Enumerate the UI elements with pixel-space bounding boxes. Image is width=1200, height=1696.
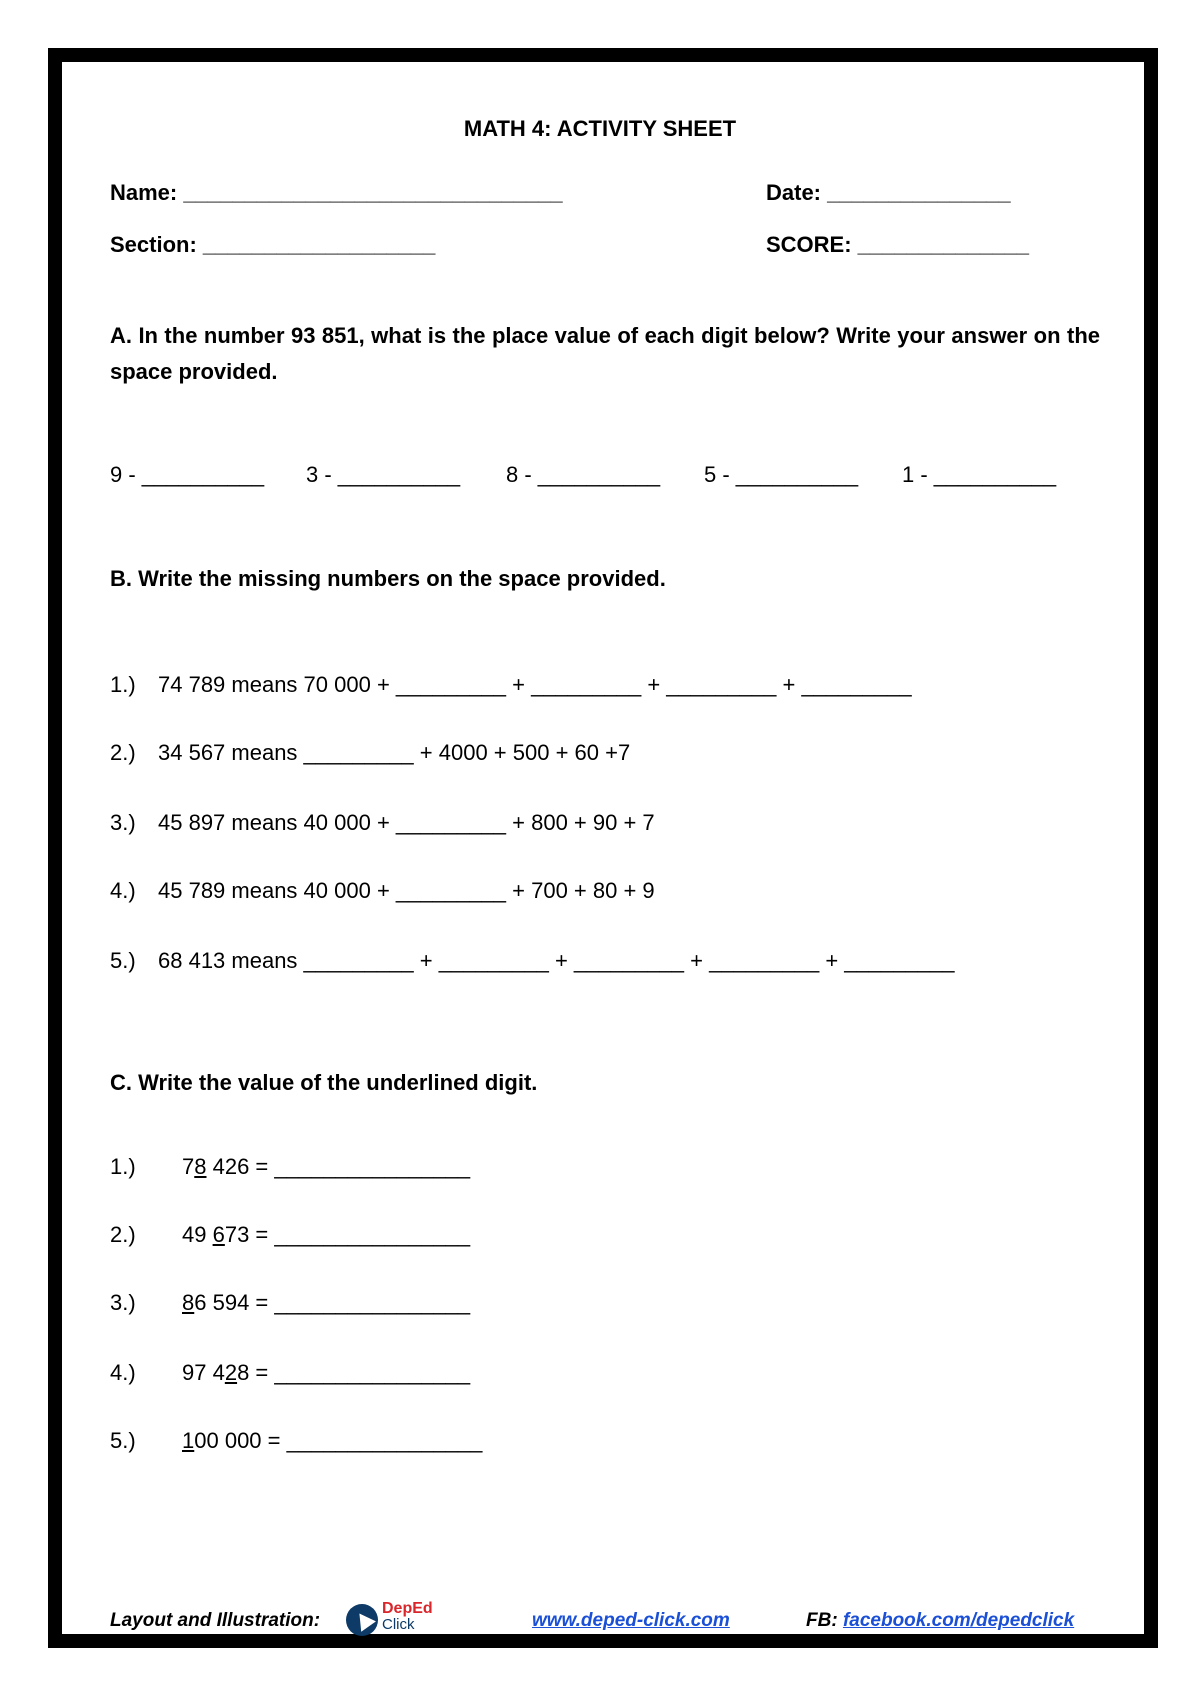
facebook-link[interactable]: facebook.com/depedclick <box>842 1610 1075 1631</box>
section-c-num-2: 2.) <box>110 1222 136 1247</box>
logo-text-bottom: Click <box>382 1616 415 1633</box>
section-c-item-4: 97 428 = ________________ <box>182 1360 471 1385</box>
underlined-digit: 8 <box>182 1290 195 1315</box>
section-b-num-3: 3.) <box>110 810 136 835</box>
score-field: SCORE: ______________ <box>766 232 1029 257</box>
section-b-num-5: 5.) <box>110 948 136 973</box>
section-b-num-1: 1.) <box>110 672 136 697</box>
cursor-icon <box>346 1604 378 1636</box>
section-a-answer-8: 8 - __________ <box>506 462 661 487</box>
page-title: MATH 4: ACTIVITY SHEET <box>463 116 737 141</box>
section-c-instruction: C. Write the value of the underlined digit. <box>110 1070 538 1095</box>
section-c-num-4: 4.) <box>110 1360 136 1385</box>
date-field: Date: _______________ <box>766 180 1011 205</box>
section-c-num-1: 1.) <box>110 1154 136 1179</box>
section-b-item-5: 68 413 means _________ + _________ + _________ + _________ + _________ <box>158 948 955 973</box>
section-a-answer-1: 1 - __________ <box>902 462 1057 487</box>
name-field: Name: _______________________________ <box>110 180 563 205</box>
section-c-item-1: 78 426 = ________________ <box>182 1154 471 1179</box>
section-b-item-4: 45 789 means 40 000 + _________ + 700 + 80 + 9 <box>158 878 655 903</box>
section-c-item-5: 100 000 = ________________ <box>182 1428 483 1453</box>
fb-label: FB: facebook.com/depedclick <box>806 1610 1075 1631</box>
underlined-digit: 2 <box>224 1360 238 1385</box>
page-border <box>48 48 1158 1648</box>
section-field: Section: ___________________ <box>110 232 436 257</box>
section-a-answer-5: 5 - __________ <box>704 462 859 487</box>
logo-text-top: DepEd <box>382 1600 433 1617</box>
section-a-answer-9: 9 - __________ <box>110 462 265 487</box>
layout-credit-label: Layout and Illustration: <box>110 1610 321 1631</box>
section-a-instruction: A. In the number 93 851, what is the place value of each digit below? Write your answer on the space provided. <box>110 323 1100 384</box>
section-c-num-5: 5.) <box>110 1428 136 1453</box>
underlined-digit: 6 <box>212 1222 225 1247</box>
section-b-item-2: 34 567 means _________ + 4000 + 500 + 60 +7 <box>158 740 631 765</box>
deped-click-logo <box>346 1602 446 1638</box>
underlined-digit: 1 <box>182 1428 195 1453</box>
website-link[interactable]: www.deped-click.com <box>532 1610 730 1631</box>
section-c-item-2: 49 673 = ________________ <box>182 1222 471 1247</box>
section-b-num-2: 2.) <box>110 740 136 765</box>
section-b-item-1: 74 789 means 70 000 + _________ + _________ + _________ + _________ <box>158 672 912 697</box>
section-b-num-4: 4.) <box>110 878 136 903</box>
section-a-answer-3: 3 - __________ <box>306 462 461 487</box>
section-c-item-3: 86 594 = ________________ <box>182 1290 471 1315</box>
underlined-digit: 8 <box>194 1154 207 1179</box>
section-b-item-3: 45 897 means 40 000 + _________ + 800 + 90 + 7 <box>158 810 655 835</box>
section-c-num-3: 3.) <box>110 1290 136 1315</box>
section-b-instruction: B. Write the missing numbers on the space provided. <box>110 566 666 591</box>
